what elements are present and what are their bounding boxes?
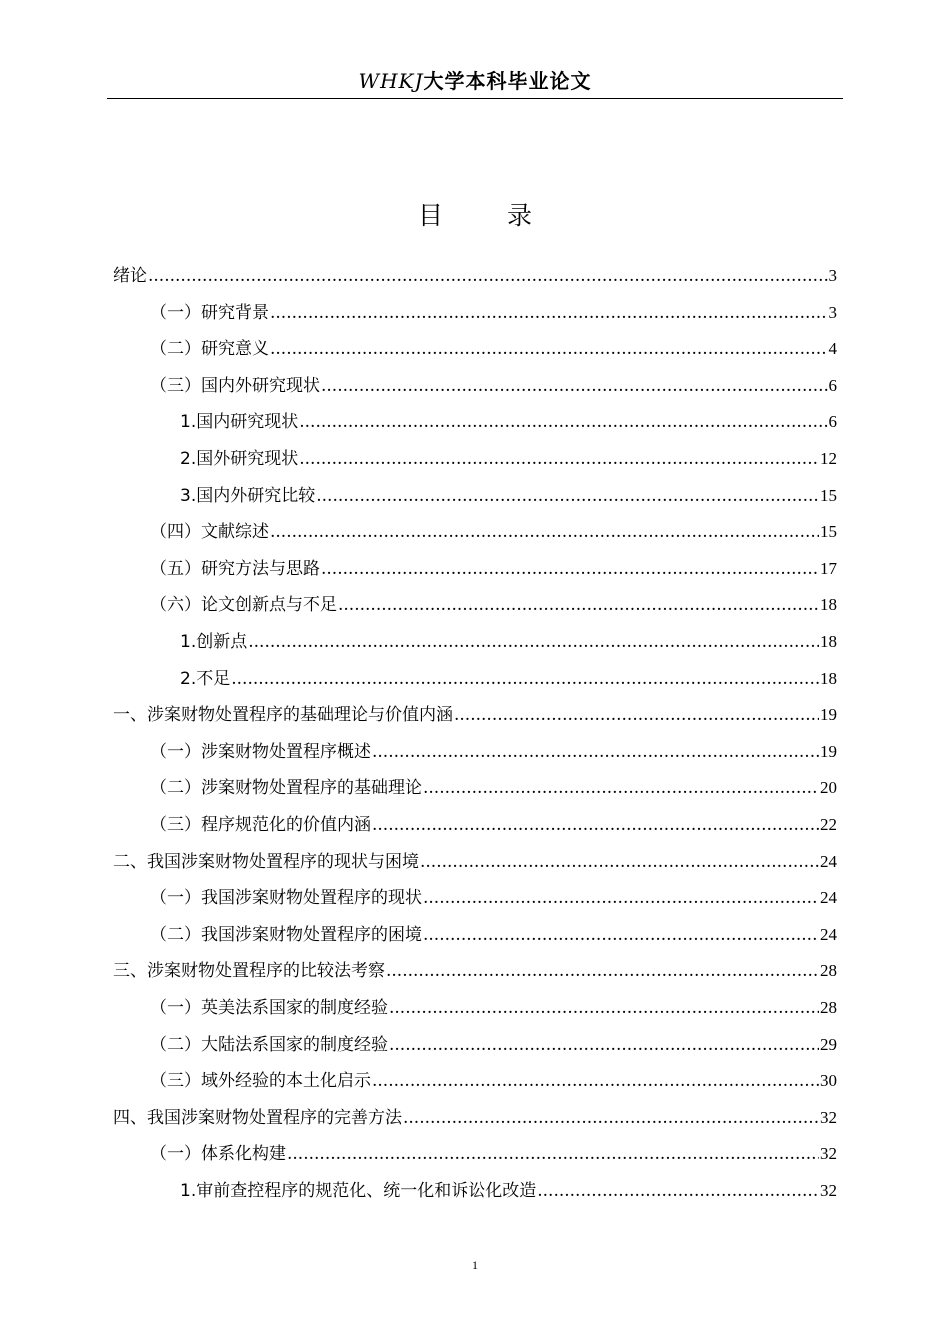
toc-entry-title: （二）大陆法系国家的制度经验: [150, 1034, 388, 1055]
toc-entry[interactable]: [150, 770, 837, 806]
toc-entry-title: 绪论: [113, 266, 147, 286]
toc-entry[interactable]: [150, 551, 837, 587]
toc-leader-dots: [316, 478, 819, 514]
toc-leader-dots: [403, 1100, 819, 1136]
toc-entry-page: 6: [828, 412, 837, 432]
toc-entry[interactable]: [113, 697, 837, 733]
toc-leader-dots: [299, 441, 819, 477]
toc-title: 目 录: [418, 201, 560, 230]
toc-entry-page: 4: [828, 339, 837, 359]
running-header: [107, 66, 843, 99]
toc-entry-title: （一）我国涉案财物处置程序的现状: [150, 888, 422, 909]
toc-entry-title: 1.创新点: [180, 632, 248, 652]
toc-leader-dots: [270, 331, 828, 367]
toc-entry-title: （一）英美法系国家的制度经验: [150, 998, 388, 1018]
toc-entry-title: （四）文献综述: [150, 522, 269, 543]
toc-entry-page: 15: [820, 522, 837, 542]
toc-leader-dots: [423, 917, 819, 953]
toc-entry[interactable]: [180, 661, 837, 697]
toc-entry-page: 15: [820, 485, 837, 505]
toc-entry[interactable]: [150, 1027, 837, 1063]
toc-entry-title: 四、我国涉案财物处置程序的完善方法: [113, 1107, 402, 1128]
toc-leader-dots: [420, 844, 819, 880]
toc-entry-page: 18: [820, 632, 837, 651]
toc-entry-title: （五）研究方法与思路: [150, 558, 320, 579]
toc-leader-dots: [389, 990, 819, 1026]
toc-entry-page: 12: [820, 449, 837, 468]
toc-entry-page: 24: [820, 851, 837, 871]
toc-leader-dots: [372, 734, 819, 770]
toc-leader-dots: [321, 368, 828, 404]
toc-entry-page: 17: [820, 558, 837, 578]
toc-entry-page: 3: [828, 266, 837, 285]
toc-leader-dots: [372, 1063, 819, 1099]
toc-entry-title: 2.不足: [180, 668, 231, 689]
toc-entry-page: 32: [820, 1107, 837, 1127]
header-cjk: 大学本科毕业论文: [423, 69, 592, 93]
toc-entry-title: （一）体系化构建: [150, 1144, 286, 1165]
toc-entry-title: （二）研究意义: [150, 339, 269, 360]
toc-entry[interactable]: [113, 258, 837, 294]
toc-entry[interactable]: [180, 441, 837, 477]
toc-entry-page: 18: [820, 595, 837, 615]
toc-entry[interactable]: [150, 368, 837, 404]
toc-leader-dots: [248, 624, 819, 660]
toc-entry-title: （三）国内外研究现状: [150, 375, 320, 396]
toc-entry-title: 1.国内研究现状: [180, 412, 299, 433]
toc-leader-dots: [423, 880, 819, 916]
toc-leader-dots: [299, 404, 827, 440]
toc-entry-title: 三、涉案财物处置程序的比较法考察: [113, 961, 385, 982]
toc-entry-page: 20: [820, 778, 837, 798]
toc-entry-page: 24: [820, 888, 837, 908]
toc-entry-title: 一、涉案财物处置程序的基础理论与价值内涵: [113, 705, 453, 726]
toc-entry[interactable]: [150, 1136, 837, 1172]
toc-entry-page: 24: [820, 924, 837, 944]
toc-entry[interactable]: [150, 514, 837, 550]
toc-entry-page: 29: [820, 1034, 837, 1054]
toc-entry-page: 22: [820, 815, 837, 834]
toc-entry-title: 二、我国涉案财物处置程序的现状与困境: [113, 851, 419, 872]
toc-entry-page: 6: [828, 375, 837, 395]
toc-entry[interactable]: [180, 1173, 837, 1209]
toc-entry-page: 19: [820, 741, 837, 761]
toc-entry-title: （一）涉案财物处置程序概述: [150, 741, 371, 762]
toc-leader-dots: [386, 953, 819, 989]
toc-entry[interactable]: [113, 844, 837, 880]
toc-leader-dots: [454, 697, 819, 733]
toc-leader-dots: [270, 514, 819, 550]
toc-entry-page: 32: [820, 1144, 837, 1164]
toc-leader-dots: [537, 1173, 819, 1209]
toc-entry[interactable]: [180, 404, 837, 440]
toc-entry-title: 1.审前查控程序的规范化、统一化和诉讼化改造: [180, 1181, 537, 1201]
toc-entry-page: 28: [820, 998, 837, 1017]
toc-entry-title: 2.国外研究现状: [180, 449, 299, 469]
toc-entry[interactable]: [150, 880, 837, 916]
toc-entry-title: 3.国内外研究比较: [180, 485, 316, 506]
toc-leader-dots: [231, 661, 819, 697]
toc-entry[interactable]: [150, 587, 837, 623]
toc-entry-page: 3: [828, 302, 837, 322]
toc-entry-title: （二）我国涉案财物处置程序的困境: [150, 924, 422, 945]
toc-entry[interactable]: [150, 807, 837, 843]
toc-entry[interactable]: [150, 990, 837, 1026]
toc-entry[interactable]: [113, 1100, 837, 1136]
toc-entry[interactable]: [150, 295, 837, 331]
toc-entry-title: （一）研究背景: [150, 302, 269, 323]
page-number: 1: [472, 1258, 478, 1272]
toc-entry[interactable]: [180, 624, 837, 660]
toc-entry-title: （三）程序规范化的价值内涵: [150, 815, 371, 835]
toc-entry-page: 32: [820, 1181, 837, 1200]
toc-entry-title: （六）论文创新点与不足: [150, 595, 337, 616]
toc-leader-dots: [389, 1027, 819, 1063]
toc-entry[interactable]: [150, 917, 837, 953]
toc-entry-page: 30: [820, 1071, 837, 1091]
toc-entry[interactable]: [150, 1063, 837, 1099]
header-latin: WHKJ: [358, 69, 424, 93]
toc-entry[interactable]: [150, 331, 837, 367]
toc-leader-dots: [148, 258, 828, 294]
toc-leader-dots: [372, 807, 819, 843]
toc-entry-title: （三）域外经验的本土化启示: [150, 1071, 371, 1092]
toc-leader-dots: [270, 295, 828, 331]
toc-leader-dots: [321, 551, 819, 587]
toc-leader-dots: [338, 587, 819, 623]
toc-entry-page: 19: [820, 705, 837, 725]
toc-entry[interactable]: [150, 734, 837, 770]
toc-entry[interactable]: [113, 953, 837, 989]
toc-entry[interactable]: [180, 478, 837, 514]
toc-leader-dots: [423, 770, 819, 806]
toc-entry-page: 28: [820, 961, 837, 981]
toc-entry-page: 18: [820, 668, 837, 688]
toc-entry-title: （二）涉案财物处置程序的基础理论: [150, 778, 422, 799]
toc-leader-dots: [287, 1136, 819, 1172]
